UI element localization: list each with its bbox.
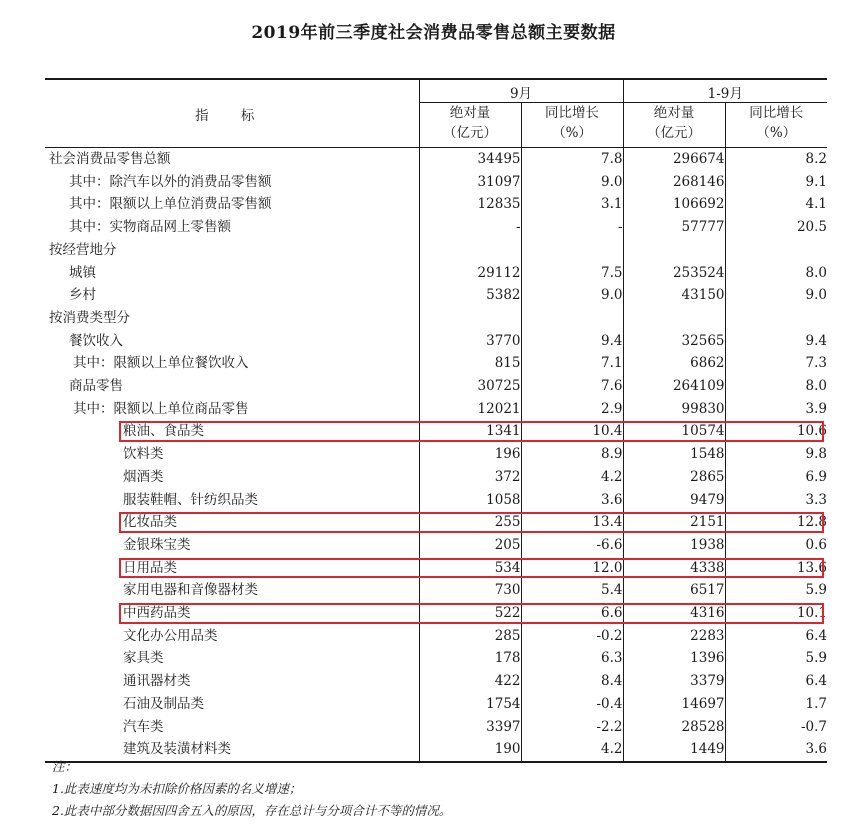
row-label: 按消费类型分 — [49, 309, 130, 326]
ytd-growth-cell: 10.6 — [725, 420, 827, 443]
group-header-september: 9月 — [419, 79, 623, 103]
sep-growth-cell: 7.6 — [521, 375, 623, 398]
ytd-absolute-cell: 2283 — [623, 625, 725, 648]
row-label: 服装鞋帽、针纺织品类 — [123, 491, 258, 508]
ytd-absolute-cell — [623, 307, 725, 330]
row-label: 文化办公用品类 — [123, 627, 218, 644]
table-row — [45, 216, 827, 239]
sep-growth-cell: 4.2 — [521, 738, 623, 762]
row-label: 化妆品类 — [45, 511, 419, 534]
ytd-growth-cell: 5.9 — [725, 579, 827, 602]
sep-absolute-cell: 196 — [419, 443, 521, 466]
sep-growth-cell: 7.5 — [521, 262, 623, 285]
ytd-absolute-cell: 14697 — [623, 693, 725, 716]
sep-absolute-cell: 31097 — [419, 171, 521, 194]
sep-growth-cell: -6.6 — [521, 534, 623, 557]
sep-absolute-cell: 534 — [419, 557, 521, 580]
table-row — [45, 466, 827, 489]
ytd-absolute-cell: 32565 — [623, 330, 725, 353]
ytd-absolute-cell — [623, 239, 725, 262]
table-row — [45, 534, 827, 557]
sep-growth-cell: 3.6 — [521, 489, 623, 512]
ytd-absolute-cell: 268146 — [623, 171, 725, 194]
sub-header-sep-growth: 同比增长 （%） — [521, 103, 623, 148]
ytd-growth-cell: 7.3 — [725, 352, 827, 375]
sep-absolute-cell — [419, 239, 521, 262]
ytd-growth-cell — [725, 307, 827, 330]
sep-absolute-cell: 372 — [419, 466, 521, 489]
sep-absolute-cell: 205 — [419, 534, 521, 557]
sep-absolute-cell — [419, 307, 521, 330]
sep-absolute-cell: 422 — [419, 670, 521, 693]
sep-absolute-cell: 190 — [419, 738, 521, 762]
ytd-growth-cell: 6.9 — [725, 466, 827, 489]
sep-growth-cell: 6.6 — [521, 602, 623, 625]
row-label: 乡村 — [69, 287, 96, 304]
sep-growth-cell: 3.1 — [521, 193, 623, 216]
ytd-growth-cell: 4.1 — [725, 193, 827, 216]
ytd-growth-cell — [725, 239, 827, 262]
sep-growth-cell — [521, 239, 623, 262]
row-label: 建筑及装潢材料类 — [45, 738, 419, 762]
sub-header-ytd-absolute: 绝对量 （亿元） — [623, 103, 725, 148]
table-row — [45, 307, 827, 330]
ytd-growth-cell: 6.4 — [725, 670, 827, 693]
ytd-absolute-cell: 2151 — [623, 511, 725, 534]
sep-absolute-cell: 178 — [419, 647, 521, 670]
sep-growth-cell: 2.9 — [521, 398, 623, 421]
sep-absolute-cell: 730 — [419, 579, 521, 602]
sep-absolute-cell: 1341 — [419, 420, 521, 443]
ytd-growth-cell: 3.9 — [725, 398, 827, 421]
page-title: 2019年前三季度社会消费品零售总额主要数据 — [251, 23, 616, 43]
sep-absolute-cell: 5382 — [419, 284, 521, 307]
sep-absolute-cell: 29112 — [419, 262, 521, 285]
ytd-growth-cell: 8.2 — [725, 148, 827, 171]
ytd-growth-cell: 9.4 — [725, 330, 827, 353]
table-row — [45, 716, 827, 739]
ytd-growth-cell: 1.7 — [725, 693, 827, 716]
ytd-absolute-cell: 10574 — [623, 420, 725, 443]
row-label: 通讯器材类 — [123, 673, 191, 690]
sep-growth-cell: 9.4 — [521, 330, 623, 353]
ytd-absolute-cell: 1548 — [623, 443, 725, 466]
table-row — [45, 352, 827, 375]
ytd-growth-cell: 6.4 — [725, 625, 827, 648]
sep-growth-cell: - — [521, 216, 623, 239]
ytd-growth-cell: 20.5 — [725, 216, 827, 239]
ytd-absolute-cell: 1938 — [623, 534, 725, 557]
ytd-absolute-cell: 3379 — [623, 670, 725, 693]
table-row — [45, 557, 827, 580]
sep-absolute-cell: 285 — [419, 625, 521, 648]
sep-absolute-cell: 522 — [419, 602, 521, 625]
table-row — [45, 443, 827, 466]
table-body — [45, 148, 827, 762]
sep-absolute-cell: 1754 — [419, 693, 521, 716]
sep-absolute-cell: - — [419, 216, 521, 239]
row-label: 其中：限额以上单位商品零售 — [73, 400, 249, 417]
table-row — [45, 420, 827, 443]
ytd-absolute-cell: 6862 — [623, 352, 725, 375]
ytd-growth-cell: 13.6 — [725, 557, 827, 580]
row-label: 烟酒类 — [123, 468, 164, 485]
sep-growth-cell — [521, 307, 623, 330]
table-row — [45, 602, 827, 625]
row-label: 粮油、食品类 — [45, 420, 419, 443]
ytd-growth-cell: 3.6 — [725, 738, 827, 762]
sub-header-sep-absolute: 绝对量 （亿元） — [419, 103, 521, 148]
sep-growth-cell: 6.3 — [521, 647, 623, 670]
sep-growth-cell: 5.4 — [521, 579, 623, 602]
sep-growth-cell: 13.4 — [521, 511, 623, 534]
retail-sales-table — [45, 78, 827, 763]
table-row — [45, 171, 827, 194]
table-row — [45, 489, 827, 512]
row-label: 城镇 — [69, 264, 96, 281]
ytd-absolute-cell: 4316 — [623, 602, 725, 625]
footnote-2: 2.此表中部分数据因四舍五入的原因，存在总计与分项合计不等的情况。 — [52, 803, 452, 818]
ytd-growth-cell: 10.1 — [725, 602, 827, 625]
ytd-absolute-cell: 2865 — [623, 466, 725, 489]
ytd-absolute-cell: 253524 — [623, 262, 725, 285]
row-label: 餐饮收入 — [69, 332, 123, 349]
row-label: 家具类 — [123, 650, 164, 667]
footnote-1: 1.此表速度均为未扣除价格因素的名义增速； — [52, 781, 302, 796]
ytd-growth-cell: 3.3 — [725, 489, 827, 512]
table-row — [45, 511, 827, 534]
sep-growth-cell: -0.2 — [521, 625, 623, 648]
sep-growth-cell: 10.4 — [521, 420, 623, 443]
sep-growth-cell: 7.8 — [521, 148, 623, 171]
table-row — [45, 625, 827, 648]
row-label: 中西药品类 — [45, 602, 419, 625]
row-label: 金银珠宝类 — [123, 536, 191, 553]
table-row — [45, 262, 827, 285]
ytd-absolute-cell: 28528 — [623, 716, 725, 739]
table-row — [45, 330, 827, 353]
sep-growth-cell: 7.1 — [521, 352, 623, 375]
sep-absolute-cell: 12021 — [419, 398, 521, 421]
row-label: 商品零售 — [69, 378, 123, 395]
ytd-absolute-cell: 9479 — [623, 489, 725, 512]
sep-growth-cell: 9.0 — [521, 284, 623, 307]
sep-absolute-cell: 255 — [419, 511, 521, 534]
ytd-absolute-cell: 1396 — [623, 647, 725, 670]
ytd-growth-cell: 9.0 — [725, 284, 827, 307]
row-label: 其中：实物商品网上零售额 — [69, 219, 231, 236]
table-row — [45, 193, 827, 216]
row-label: 其中：除汽车以外的消费品零售额 — [69, 173, 272, 190]
sep-growth-cell: 8.9 — [521, 443, 623, 466]
ytd-absolute-cell: 4338 — [623, 557, 725, 580]
row-label: 饮料类 — [123, 446, 164, 463]
sep-growth-cell: 12.0 — [521, 557, 623, 580]
row-label: 汽车类 — [123, 718, 164, 735]
ytd-absolute-cell: 106692 — [623, 193, 725, 216]
row-label: 社会消费品零售总额 — [49, 151, 171, 167]
sep-growth-cell: 8.4 — [521, 670, 623, 693]
row-label: 其中：限额以上单位消费品零售额 — [69, 196, 272, 213]
ytd-growth-cell: 12.8 — [725, 511, 827, 534]
ytd-absolute-cell: 264109 — [623, 375, 725, 398]
group-header-jan-sep: 1-9月 — [623, 79, 827, 103]
ytd-growth-cell: 9.1 — [725, 171, 827, 194]
sep-absolute-cell: 1058 — [419, 489, 521, 512]
table-row — [45, 239, 827, 262]
table-row — [45, 375, 827, 398]
row-label: 石油及制品类 — [123, 695, 204, 712]
sep-absolute-cell: 815 — [419, 352, 521, 375]
ytd-absolute-cell: 1449 — [623, 738, 725, 762]
row-label: 其中：限额以上单位餐饮收入 — [73, 355, 249, 372]
ytd-growth-cell: -0.7 — [725, 716, 827, 739]
table-row — [45, 284, 827, 307]
row-label: 日用品类 — [45, 557, 419, 580]
sub-header-ytd-growth: 同比增长 （%） — [725, 103, 827, 148]
sep-growth-cell: 9.0 — [521, 171, 623, 194]
sep-absolute-cell: 3397 — [419, 716, 521, 739]
table-row — [45, 647, 827, 670]
ytd-absolute-cell: 57777 — [623, 216, 725, 239]
sep-absolute-cell: 12835 — [419, 193, 521, 216]
table-row — [45, 579, 827, 602]
indicator-header: 指 标 — [45, 79, 419, 148]
sep-absolute-cell: 3770 — [419, 330, 521, 353]
sep-growth-cell: -0.4 — [521, 693, 623, 716]
ytd-absolute-cell: 43150 — [623, 284, 725, 307]
sep-absolute-cell: 30725 — [419, 375, 521, 398]
footnotes — [52, 756, 451, 822]
sep-growth-cell: 4.2 — [521, 466, 623, 489]
ytd-absolute-cell: 6517 — [623, 579, 725, 602]
table-row — [45, 693, 827, 716]
row-label: 家用电器和音像器材类 — [123, 582, 258, 599]
ytd-growth-cell: 9.8 — [725, 443, 827, 466]
footnote-heading: 注： — [52, 759, 78, 774]
ytd-growth-cell: 5.9 — [725, 647, 827, 670]
row-label: 按经营地分 — [49, 241, 117, 258]
ytd-growth-cell: 8.0 — [725, 262, 827, 285]
table-row — [45, 670, 827, 693]
ytd-growth-cell: 8.0 — [725, 375, 827, 398]
table-row — [45, 148, 827, 171]
ytd-absolute-cell: 99830 — [623, 398, 725, 421]
ytd-absolute-cell: 296674 — [623, 148, 725, 171]
sep-absolute-cell: 34495 — [419, 148, 521, 171]
sep-growth-cell: -2.2 — [521, 716, 623, 739]
table-row — [45, 398, 827, 421]
ytd-growth-cell: 0.6 — [725, 534, 827, 557]
